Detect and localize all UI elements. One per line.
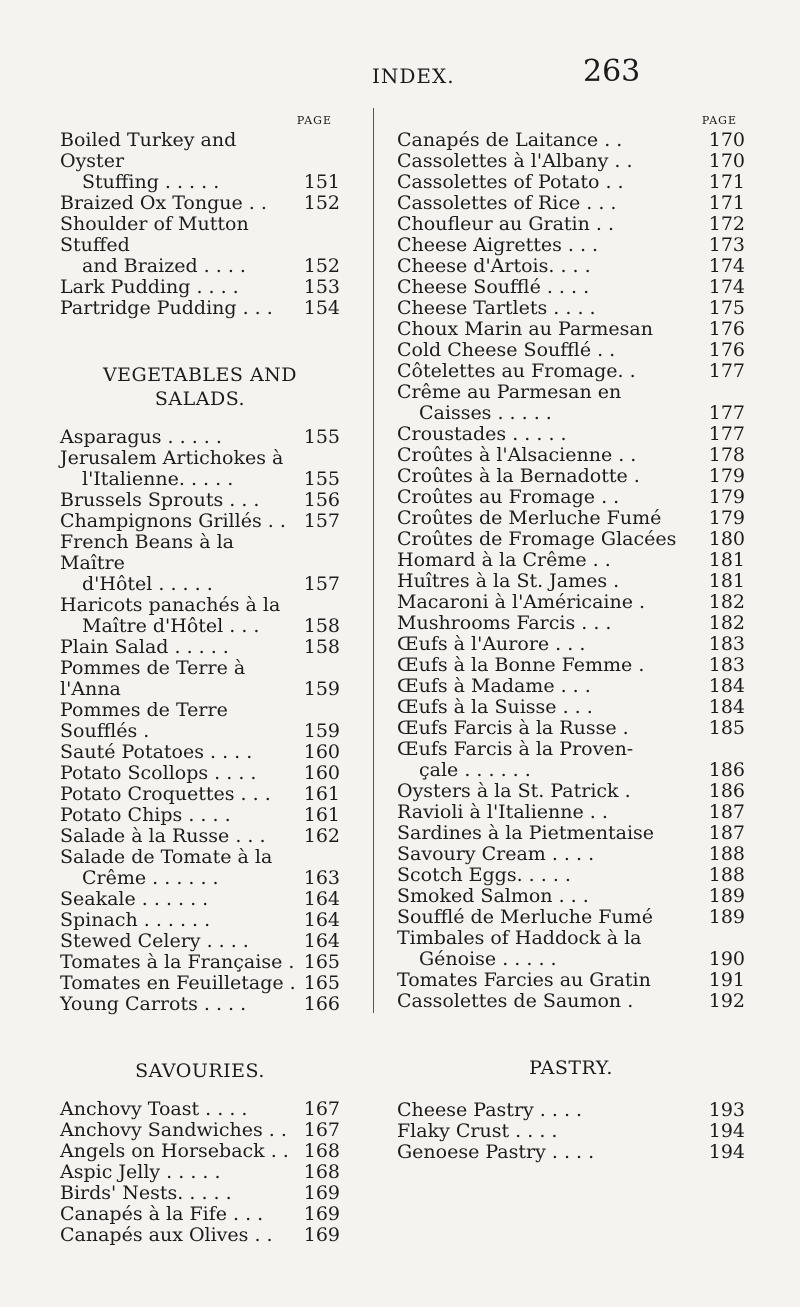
entry-name: Angels on Horseback . . [60, 1140, 289, 1162]
running-header: INDEX. [372, 64, 455, 88]
entry-page: 171 [708, 192, 745, 214]
entry-name: Croûtes au Fromage . . [397, 486, 620, 508]
entry-page: 153 [303, 276, 340, 298]
entry-page: 179 [708, 507, 745, 529]
entry-page: 157 [303, 573, 340, 595]
index-entry [60, 1183, 340, 1204]
entry-name: Cassolettes de Saumon . [397, 990, 634, 1012]
entry-name: Croûtes à l'Alsacienne . . [397, 444, 637, 466]
entry-page: 167 [303, 1098, 340, 1120]
entry-page: 164 [303, 930, 340, 952]
index-entry [60, 511, 340, 532]
entry-page: 187 [708, 822, 745, 844]
entry-page: 183 [708, 654, 745, 676]
entry-page: 155 [303, 426, 340, 448]
index-entry [60, 448, 340, 469]
entry-name: Pommes de Terre à l'Anna [60, 657, 246, 700]
entry-name: Maître d'Hôtel . . . [82, 615, 260, 637]
entry-page: 172 [708, 213, 745, 235]
index-entry [60, 1162, 340, 1183]
index-entry [397, 151, 745, 172]
entry-page: 164 [303, 909, 340, 931]
index-entry [397, 256, 745, 277]
index-entry [60, 637, 340, 658]
page-number: 263 [583, 54, 641, 89]
entry-name: Œufs Farcis à la Russe . [397, 717, 629, 739]
entry-name: Œufs à l'Aurore . . . [397, 633, 586, 655]
index-entry [60, 805, 340, 826]
index-entry [60, 1225, 340, 1246]
index-entry [60, 214, 340, 256]
entry-page: 159 [303, 678, 340, 700]
entry-name: Braized Ox Tongue . . [60, 192, 267, 214]
index-entry [60, 256, 340, 277]
entry-page: 167 [303, 1119, 340, 1141]
entry-page: 182 [708, 612, 745, 634]
entry-name: Côtelettes au Fromage. . [397, 360, 636, 382]
entry-page: 170 [708, 129, 745, 151]
entry-page: 184 [708, 696, 745, 718]
index-entry [60, 1141, 340, 1162]
index-entry [60, 172, 340, 193]
index-entry [397, 340, 745, 361]
entry-page: 193 [708, 1099, 745, 1121]
entry-page: 178 [708, 444, 745, 466]
entry-page: 187 [708, 801, 745, 823]
entry-name: Cassolettes of Rice . . . [397, 192, 617, 214]
entry-page: 156 [303, 489, 340, 511]
entry-name: Stewed Celery . . . . [60, 930, 249, 952]
index-entry [60, 595, 340, 616]
entry-name: Flaky Crust . . . . [397, 1120, 558, 1142]
entry-name: Mushrooms Farcis . . . [397, 612, 612, 634]
entry-name: Macaroni à l'Américaine . [397, 591, 646, 613]
index-entry [397, 928, 745, 949]
index-entry [397, 781, 745, 802]
entry-page: 188 [708, 864, 745, 886]
entry-page: 179 [708, 465, 745, 487]
index-entry [397, 718, 745, 739]
entry-page: 176 [708, 339, 745, 361]
index-entry [60, 784, 340, 805]
right-column [397, 112, 745, 1163]
entry-name: Anchovy Sandwiches . . [60, 1119, 287, 1141]
entry-name: Aspic Jelly . . . . . [60, 1161, 221, 1183]
index-entry [60, 469, 340, 490]
right-entries [397, 130, 745, 1012]
entry-name: l'Italienne. . . . . [82, 468, 234, 490]
entry-name: Partridge Pudding . . . [60, 297, 273, 319]
index-entry [397, 172, 745, 193]
index-entry [397, 130, 745, 151]
index-entry [60, 910, 340, 931]
index-entry [397, 361, 745, 382]
index-entry [397, 634, 745, 655]
entry-page: 192 [708, 990, 745, 1012]
index-entry [60, 994, 340, 1015]
section-title-pastry: PASTRY. [529, 1057, 613, 1079]
entry-name: Homard à la Crême . . [397, 549, 611, 571]
entry-name: d'Hôtel . . . . . [82, 573, 213, 595]
entry-page: 168 [303, 1161, 340, 1183]
entry-page: 177 [708, 402, 745, 424]
entry-name: Potato Croquettes . . . [60, 783, 271, 805]
entry-page: 154 [303, 297, 340, 319]
entry-page: 173 [708, 234, 745, 256]
entry-page: 151 [303, 171, 340, 193]
entry-name: Salade de Tomate à la [60, 846, 273, 868]
entry-name: Sardines à la Pietmentaise [397, 822, 655, 844]
entry-page: 181 [708, 570, 745, 592]
entry-page: 174 [708, 276, 745, 298]
entry-page: 174 [708, 255, 745, 277]
index-entry [397, 298, 745, 319]
entry-name: Crême au Parmesan en [397, 381, 622, 403]
entry-page: 194 [708, 1120, 745, 1142]
index-entry [397, 592, 745, 613]
index-entry [60, 1099, 340, 1120]
savouries-list [60, 1099, 340, 1246]
entry-name: Œufs à la Suisse . . . [397, 696, 593, 718]
entry-name: Oysters à la St. Patrick . [397, 780, 631, 802]
entry-page: 160 [303, 741, 340, 763]
entries-top [60, 130, 340, 319]
entry-page: 160 [303, 762, 340, 784]
entry-name: Soufflé de Merluche Fumé [397, 906, 653, 928]
entry-page: 188 [708, 843, 745, 865]
index-entry [60, 277, 340, 298]
index-entry [397, 802, 745, 823]
index-entry [397, 193, 745, 214]
entry-page: 152 [303, 255, 340, 277]
index-entry [60, 193, 340, 214]
entry-name: Salade à la Russe . . . [60, 825, 266, 847]
entry-page: 158 [303, 615, 340, 637]
index-entry [397, 277, 745, 298]
index-entry [60, 298, 340, 319]
entry-name: Lark Pudding . . . . [60, 276, 239, 298]
index-entry [397, 886, 745, 907]
index-entry [397, 424, 745, 445]
page-column-label: PAGE [701, 114, 737, 127]
entry-page: 189 [708, 906, 745, 928]
entry-page: 181 [708, 549, 745, 571]
section-title-vegetables [60, 363, 340, 411]
entry-name: Choufleur au Gratin . . [397, 213, 615, 235]
index-entry [397, 508, 745, 529]
entry-page: 168 [303, 1140, 340, 1162]
entry-page: 175 [708, 297, 745, 319]
entry-name: Asparagus . . . . . [60, 426, 222, 448]
entry-name: Cheese Tartlets . . . . [397, 297, 596, 319]
entry-name: Cheese Pastry . . . . [397, 1099, 583, 1121]
index-entry [60, 826, 340, 847]
entry-page: 180 [708, 528, 745, 550]
entry-page: 185 [708, 717, 745, 739]
index-entry [397, 970, 745, 991]
index-entry [60, 700, 340, 742]
entry-name: Birds' Nests. . . . . [60, 1182, 232, 1204]
entry-page: 152 [303, 192, 340, 214]
index-entry [397, 739, 745, 760]
entry-name: Plain Salad . . . . . [60, 636, 229, 658]
entry-name: Œufs Farcis à la Proven- [397, 738, 634, 760]
entry-name: Cheese Aigrettes . . . [397, 234, 599, 256]
index-entry [60, 1204, 340, 1225]
entry-name: Canapés de Laitance . . [397, 129, 623, 151]
index-entry [397, 907, 745, 928]
entry-page: 182 [708, 591, 745, 613]
column-divider [373, 108, 374, 1013]
index-entry [397, 1142, 745, 1163]
entry-name: Tomates en Feuilletage . [60, 972, 296, 994]
index-entry [60, 1120, 340, 1141]
entry-page: 165 [303, 972, 340, 994]
entry-name: Haricots panachés à la [60, 594, 281, 616]
index-entry [397, 571, 745, 592]
index-entry [397, 949, 745, 970]
page-column-label: PAGE [296, 114, 332, 127]
index-entry [397, 319, 745, 340]
section-title-savouries: SAVOURIES. [135, 1060, 265, 1082]
entry-name: Huîtres à la St. James . [397, 570, 620, 592]
entry-name: Canapés aux Olives . . [60, 1224, 273, 1246]
entry-name: Boiled Turkey and Oyster [60, 129, 237, 172]
index-entry [60, 742, 340, 763]
entry-page: 177 [708, 423, 745, 445]
entry-page: 164 [303, 888, 340, 910]
entry-page: 162 [303, 825, 340, 847]
index-entry [397, 865, 745, 886]
index-entry [397, 550, 745, 571]
index-entry [397, 844, 745, 865]
index-entry [60, 973, 340, 994]
index-entry [60, 889, 340, 910]
entry-name: Crême . . . . . . [82, 867, 219, 889]
entry-page: 176 [708, 318, 745, 340]
entry-name: Sauté Potatoes . . . . [60, 741, 253, 763]
entry-name: Anchovy Toast . . . . [60, 1098, 248, 1120]
index-entry [60, 952, 340, 973]
entry-page: 158 [303, 636, 340, 658]
index-entry [397, 1100, 745, 1121]
index-entry [60, 616, 340, 637]
left-column [60, 112, 340, 1246]
entry-name: Smoked Salmon . . . [397, 885, 589, 907]
entry-page: 159 [303, 720, 340, 742]
entry-name: Croustades . . . . . [397, 423, 567, 445]
entry-page: 155 [303, 468, 340, 490]
entry-name: Seakale . . . . . . [60, 888, 209, 910]
entry-name: Genoese Pastry . . . . [397, 1141, 595, 1163]
entry-name: Croûtes de Merluche Fumé [397, 507, 662, 529]
entry-name: Brussels Sprouts . . . [60, 489, 260, 511]
entry-page: 170 [708, 150, 745, 172]
entry-name: Tomates Farcies au Gratin [397, 969, 651, 991]
index-entry [397, 382, 745, 403]
entry-name: Shoulder of Mutton Stuffed [60, 213, 249, 256]
index-entry [397, 676, 745, 697]
vegetables-list [60, 427, 340, 1015]
entry-page: 177 [708, 360, 745, 382]
index-entry [60, 658, 340, 700]
entry-page: 191 [708, 969, 745, 991]
entry-name: Potato Chips . . . . [60, 804, 231, 826]
entry-name: Croûtes de Fromage Glacées [397, 528, 677, 550]
entry-name: Spinach . . . . . . [60, 909, 211, 931]
entry-page: 186 [708, 780, 745, 802]
pastry-list [397, 1100, 745, 1163]
entry-page: 184 [708, 675, 745, 697]
entry-page: 179 [708, 486, 745, 508]
index-entry [397, 466, 745, 487]
entry-name: Scotch Eggs. . . . . [397, 864, 571, 886]
entry-page: 163 [303, 867, 340, 889]
entry-name: Savoury Cream . . . . [397, 843, 595, 865]
entry-name: Cassolettes of Potato . . [397, 171, 624, 193]
entry-name: Timbales of Haddock à la [397, 927, 642, 949]
index-entry [60, 868, 340, 889]
entry-page: 166 [303, 993, 340, 1015]
index-entry [397, 403, 745, 424]
entry-name: French Beans à la Maître [60, 531, 234, 574]
entry-name: Génoise . . . . . [419, 948, 557, 970]
entry-name: Cassolettes à l'Albany . . [397, 150, 633, 172]
index-entry [60, 130, 340, 172]
entry-page: 161 [303, 804, 340, 826]
entry-name: Tomates à la Française . [60, 951, 295, 973]
entry-name: Œufs à Madame . . . [397, 675, 591, 697]
index-entry [397, 613, 745, 634]
index-entry [60, 931, 340, 952]
index-entry [60, 490, 340, 511]
entry-page: 189 [708, 885, 745, 907]
index-entry [397, 529, 745, 550]
index-entry [397, 697, 745, 718]
index-entry [397, 991, 745, 1012]
index-entry [60, 763, 340, 784]
entry-page: 171 [708, 171, 745, 193]
entry-name: Œufs à la Bonne Femme . [397, 654, 645, 676]
entry-page: 169 [303, 1203, 340, 1225]
entry-page: 183 [708, 633, 745, 655]
entry-page: 157 [303, 510, 340, 532]
entry-name: Cold Cheese Soufflé . . [397, 339, 616, 361]
index-entry [60, 532, 340, 574]
index-entry [397, 445, 745, 466]
entry-page: 165 [303, 951, 340, 973]
index-entry [397, 487, 745, 508]
index-entry [397, 1121, 745, 1142]
index-entry [397, 760, 745, 781]
entry-page: 161 [303, 783, 340, 805]
index-entry [397, 823, 745, 844]
index-entry [397, 214, 745, 235]
index-entry [60, 574, 340, 595]
entry-name: çale . . . . . . [419, 759, 531, 781]
entry-name: Choux Marin au Parmesan [397, 318, 653, 340]
entry-name: Young Carrots . . . . [60, 993, 247, 1015]
entry-name: Stuffing . . . . . [82, 171, 220, 193]
entry-name: Champignons Grillés . . [60, 510, 286, 532]
entry-name: Caisses . . . . . [419, 402, 552, 424]
entry-name: and Braized . . . . [82, 255, 246, 277]
index-entry [397, 235, 745, 256]
vegetables-title-text: VEGETABLES AND SALADS. [102, 364, 298, 410]
index-entry [60, 427, 340, 448]
entry-name: Ravioli à l'Italienne . . [397, 801, 608, 823]
entry-name: Pommes de Terre Soufflés . [60, 699, 228, 742]
entry-name: Potato Scollops . . . . [60, 762, 257, 784]
entry-page: 194 [708, 1141, 745, 1163]
entry-name: Cheese Soufflé . . . . [397, 276, 590, 298]
entry-page: 190 [708, 948, 745, 970]
entry-page: 169 [303, 1182, 340, 1204]
entry-page: 169 [303, 1224, 340, 1246]
entry-name: Jerusalem Artichokes à [60, 447, 284, 469]
entry-name: Cheese d'Artois. . . . [397, 255, 591, 277]
index-entry [397, 655, 745, 676]
index-entry [60, 847, 340, 868]
entry-name: Croûtes à la Bernadotte . [397, 465, 640, 487]
entry-page: 186 [708, 759, 745, 781]
entry-name: Canapés à la Fife . . . [60, 1203, 264, 1225]
